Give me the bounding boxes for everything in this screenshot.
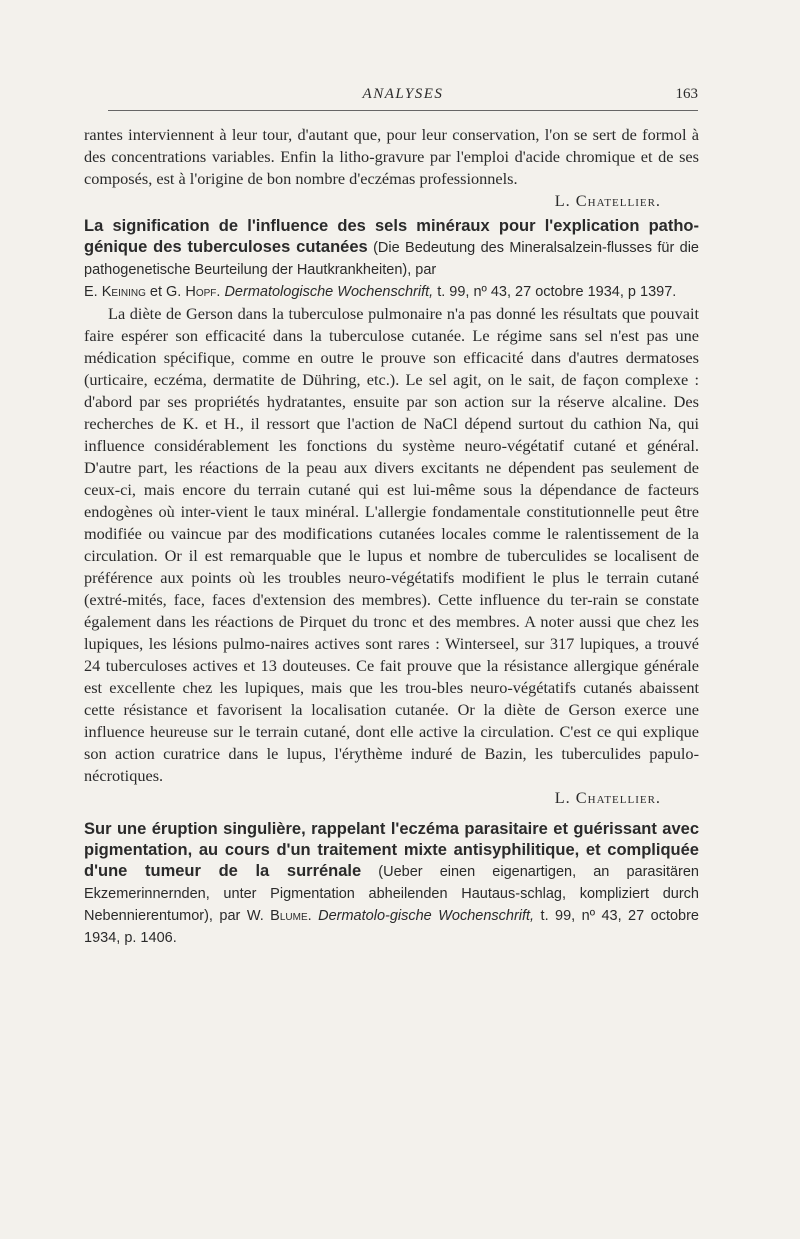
section-title: ANALYSES [362,86,444,102]
article-2-title: Sur une éruption singulière, rappelant l'eczéma parasitaire et guérissant avec pigmentation, au cours d'un traitement mixte antisyphilitique, et compliquée d'une tumeur de la surrénale [84,820,699,880]
article-1-journal: Dermatologische Wochenschrift, [220,284,434,300]
article-2-heading [84,819,699,949]
article-1-signature: L. Chatellier. [554,788,661,807]
article-1-author-1: E. Keining [84,284,146,300]
article-1-author-2: G. Hopf. [166,284,221,300]
article-2-ref-end: t. 99, nº 43, 27 octobre 1934, p. 1406. [84,908,699,946]
article-2-author: W. Blume. [240,908,312,924]
article-1-ref-end: t. 99, nº 43, 27 octobre 1934, p 1397. [433,284,677,300]
running-header [108,86,698,111]
article-1-body: La diète de Gerson dans la tuberculose pulmonaire n'a pas donné les résultats que pouvait faire espérer son efficacité dans la tuberculose cutanée. Le régime sans sel n'est pas une médication spécifique, comme en outre le prouve son efficacité dans d'autres dermatoses (urticaire, eczéma, dermatite de Dühring, etc.). Le sel agit, on le sait, de façon complexe : d'abord par ses propriétés hydratantes, ensuite par son action sur la réserve alcaline. Des recherches de K. et H., il ressort que l'action de NaCl dépend surtout du cathion Na, qui influence considérablement les fonctions du système neuro-végétatif cutané et général. D'autre part, les réactions de la peau aux divers excitants ne dépendent pas seulement de ceux-ci, mais encore du terrain cutané qui est lui-même sous la dépendance de facteurs endogènes où inter-vient le taux minéral. L'allergie fondamentale constitutionnelle peut être modifiée ou vaincue par des modifications cutanées locales comme le ralentissement de la circulation. Or il est remarquable que le lupus et nombre de tuberculides se localisent de préférence aux points où les troubles neuro-végétatifs modifient le plus le terrain cutané (extré-mités, face, faces d'extension des membres). Cette influence du ter-rain se constate également dans les réactions de Pirquet du tronc et des membres. A noter aussi que chez les lupiques, les lésions pulmo-naires actives sont rares : Winterseel, sur 317 lupiques, a trouvé 24 tuberculoses actives et 13 douteuses. Ce fait prouve que la résistance allergique générale est excellente chez les lupiques, mais que les trou-bles neuro-végétatifs cutanés abaissent cette résistance et favorisent la localisation cutanée. Or la diète de Gerson exerce une influence heureuse sur le terrain cutané, dont elle active la circulation. C'est ce qui explique son action curatrice dans le lupus, l'érythème induré de Bazin, les tuberculides papulo-nécrotiques. [84,304,699,785]
intro-paragraph: rantes interviennent à leur tour, d'autant que, pour leur conservation, l'on se sert de formol à des concentrations variables. Enfin la litho-gravure par l'emploi d'acide chromique et de ses composés, est à l'origine de bon nombre d'eczémas professionnels. [84,125,699,188]
article-2-ref-open: (Ueber einen eigenartigen, an parasitären Ekzemerinnernden, unter Pigmentation abheilenden Hautaus-schlag, kompliziert durch Nebennierentumor), par [84,864,699,924]
article-1-title: La signification de l'influence des sels minéraux pour l'explication patho-génique des tuberculoses cutanées [84,217,699,256]
article-1-ref-open: (Die Bedeutung des Mineralsalzein-flusses für die pathogenetische Beurteilung der Hautkrankheiten), par [84,240,699,278]
page-number: 163 [675,86,698,102]
intro-signature: L. Chatellier. [554,191,661,210]
article-1-ref-mid: et [145,284,167,300]
article-1-heading [84,216,699,303]
page-body [84,124,699,949]
article-2-journal: Dermatolo-gische Wochenschrift, [311,908,535,924]
